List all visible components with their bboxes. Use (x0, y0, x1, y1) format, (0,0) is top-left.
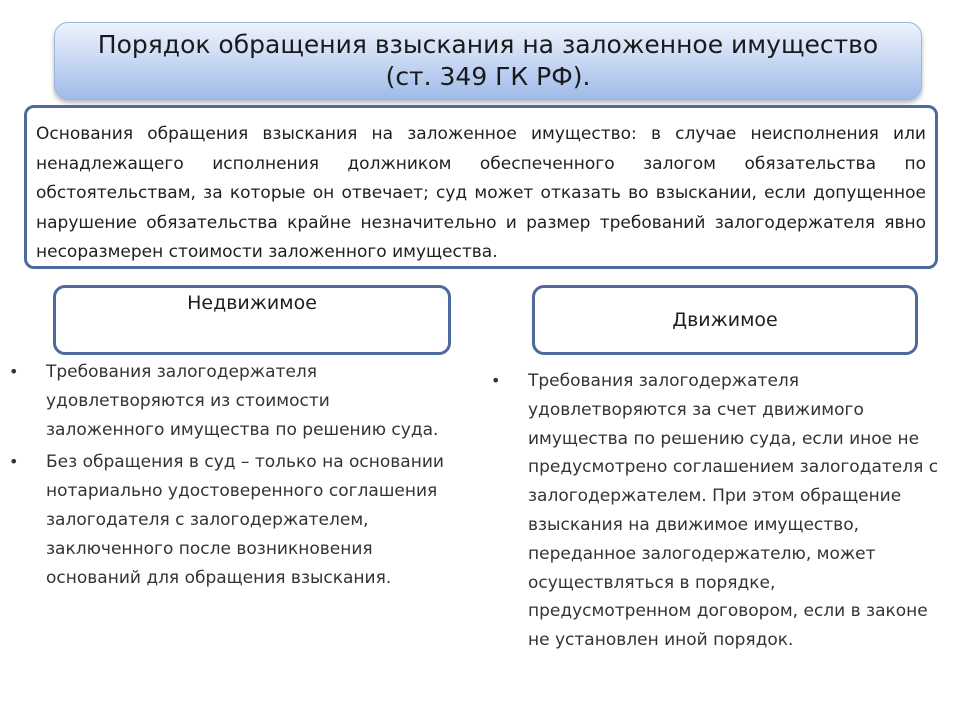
title-banner (54, 22, 922, 100)
immovable-property-box (53, 285, 451, 355)
bullet-icon: • (9, 452, 19, 472)
bullet-icon: • (9, 362, 19, 381)
list-item-text: Без обращения в суд – только на основании нотариально удостоверенного соглашения залогодателя с залогодержателем, заключенного после возникновения оснований для обращения взыскания. (46, 452, 444, 588)
movable-property-box (532, 285, 918, 355)
movable-bullet-list (490, 367, 940, 659)
title-line-1: Порядок обращения взыскания на заложенное имущество (97, 30, 879, 59)
movable-property-label: Движимое (672, 309, 778, 331)
bullet-icon: • (491, 371, 501, 390)
list-item-text: Требования залогодержателя удовлетворяются за счет движимого имущества по решению суда, если иное не предусмотрено соглашением залогодателя с залогодержателем. При этом обращение взыскания на движимое имущество, переданное залогодержателю, может осуществляться в порядке, предусмотренном договором, если в законе не установлен иной порядок. (528, 371, 939, 651)
list-item (8, 358, 448, 444)
grounds-box: Основания обращения взыскания на заложенное имущество: в случае неисполнения или ненадлежащего исполнения должником обеспеченного залогом обязательства по обстоятельствам, за которые он отвечает; суд может отказать во взыскании, если допущенное нарушение обязательства крайне незначительно и размер требований залогодержателя явно несоразмерен стоимости заложенного имущества. (24, 105, 938, 269)
list-item (8, 448, 448, 592)
immovable-property-label: Недвижимое (187, 292, 317, 314)
immovable-bullet-list (8, 358, 448, 596)
list-item (490, 367, 940, 655)
list-item-text: Требования залогодержателя удовлетворяются из стоимости заложенного имущества по решению суда. (46, 362, 439, 440)
title-line-2: (ст. 349 ГК РФ). (385, 62, 591, 91)
